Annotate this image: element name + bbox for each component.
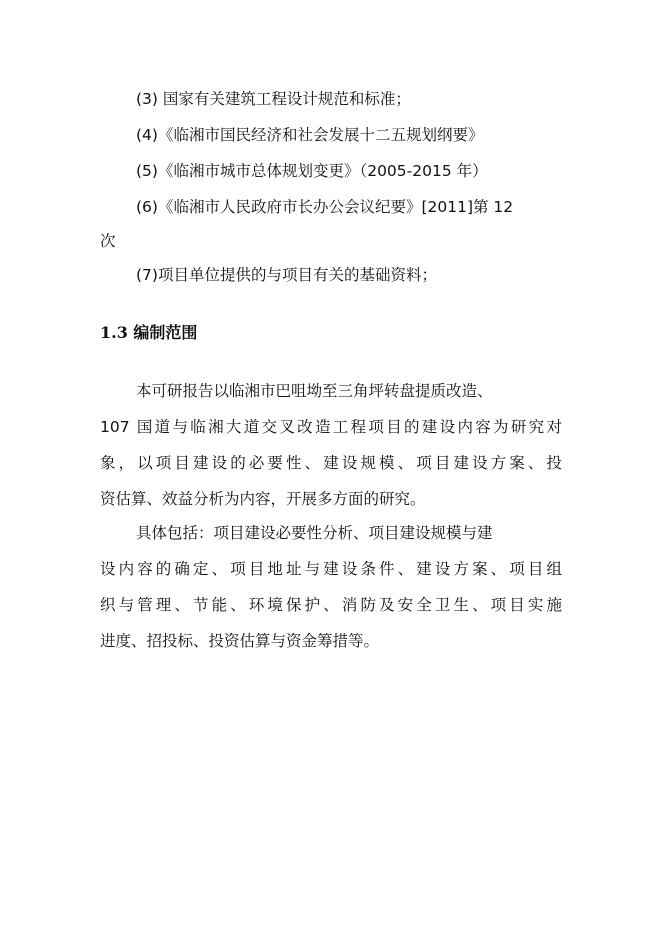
paragraph-2-line-1: 具体包括：项目建设必要性分析、项目建设规模与建 xyxy=(136,524,493,542)
paragraph-1-line-2: 107 国道与临湘大道交叉改造工程项目的建设内容为研究对 xyxy=(100,418,562,436)
reference-item-6: (6)《临湘市人民政府市长办公会议纪要》[2011]第 12 xyxy=(136,198,514,216)
reference-item-5: (5)《临湘市城市总体规划变更》（2005-2015 年） xyxy=(136,162,488,180)
paragraph-2-line-4: 进度、招投标、投资估算与资金筹措等。 xyxy=(100,632,380,650)
paragraph-1-line-3: 象，以项目建设的必要性、建设规模、项目建设方案、投 xyxy=(100,454,562,472)
reference-item-4: (4)《临湘市国民经济和社会发展十二五规划纲要》 xyxy=(136,126,484,144)
paragraph-1-line-4: 资估算、效益分析为内容，开展多方面的研究。 xyxy=(100,490,426,508)
section-heading: 1.3 编制范围 xyxy=(100,323,198,342)
paragraph-1-line-1: 本可研报告以临湘市巴咀坳至三角坪转盘提质改造、 xyxy=(136,382,493,400)
reference-item-6-continued: 次 xyxy=(100,232,116,250)
reference-item-3: (3) 国家有关建筑工程设计规范和标准； xyxy=(136,90,411,108)
paragraph-2-line-2: 设内容的确定、项目地址与建设条件、建设方案、项目组 xyxy=(100,560,562,578)
paragraph-2-line-3: 织与管理、节能、环境保护、消防及安全卫生、项目实施 xyxy=(100,596,562,614)
reference-item-7: (7)项目单位提供的与项目有关的基础资料； xyxy=(136,266,437,284)
